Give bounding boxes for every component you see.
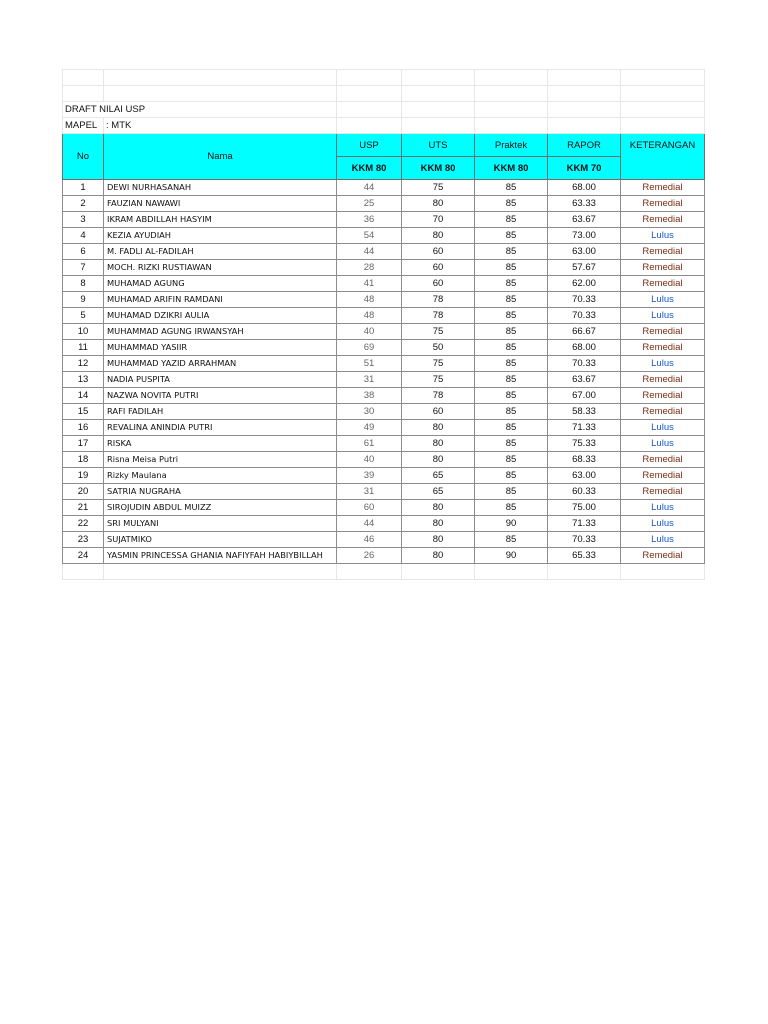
cell-nama[interactable]: RISKA (104, 436, 337, 452)
cell-uts[interactable]: 75 (402, 324, 475, 340)
cell-uts[interactable]: 78 (402, 308, 475, 324)
cell[interactable] (402, 86, 475, 102)
cell-nama[interactable]: DEWI NURHASANAH (104, 180, 337, 196)
cell-praktek[interactable]: 85 (475, 324, 548, 340)
table-row (63, 340, 705, 356)
cell[interactable] (104, 564, 337, 580)
cell-usp[interactable]: 28 (337, 260, 402, 276)
cell-keterangan[interactable]: Remedial (621, 388, 705, 404)
cell-uts[interactable]: 75 (402, 180, 475, 196)
cell-no[interactable]: 24 (63, 548, 104, 564)
cell-no[interactable]: 22 (63, 516, 104, 532)
mapel-value[interactable]: : MTK (104, 118, 337, 134)
cell-keterangan[interactable]: Remedial (621, 260, 705, 276)
cell-uts[interactable]: 80 (402, 532, 475, 548)
cell-nama[interactable]: Risna Meisa Putri (104, 452, 337, 468)
cell-uts[interactable]: 65 (402, 468, 475, 484)
cell[interactable] (104, 70, 337, 86)
cell-rapor[interactable]: 66.67 (548, 324, 621, 340)
cell-keterangan[interactable]: Remedial (621, 404, 705, 420)
cell-no[interactable]: 15 (63, 404, 104, 420)
table-row (63, 180, 705, 196)
cell[interactable] (402, 564, 475, 580)
blank-row (63, 564, 705, 580)
cell-rapor[interactable]: 70.33 (548, 532, 621, 548)
cell-praktek[interactable]: 85 (475, 228, 548, 244)
cell-no[interactable]: 8 (63, 276, 104, 292)
cell[interactable] (621, 86, 705, 102)
cell[interactable] (337, 70, 402, 86)
cell[interactable] (621, 564, 705, 580)
cell-keterangan[interactable]: Remedial (621, 340, 705, 356)
cell-uts[interactable]: 60 (402, 404, 475, 420)
cell-praktek[interactable]: 85 (475, 388, 548, 404)
cell-nama[interactable]: IKRAM ABDILLAH HASYIM (104, 212, 337, 228)
cell-rapor[interactable]: 63.33 (548, 196, 621, 212)
cell-no[interactable]: 20 (63, 484, 104, 500)
cell-nama[interactable]: SIROJUDIN ABDUL MUIZZ (104, 500, 337, 516)
cell[interactable] (548, 102, 621, 118)
cell-praktek[interactable]: 85 (475, 484, 548, 500)
kkm-uts[interactable]: KKM 80 (402, 157, 475, 180)
cell-nama[interactable]: MUHAMMAD AGUNG IRWANSYAH (104, 324, 337, 340)
cell-rapor[interactable]: 63.67 (548, 212, 621, 228)
cell-no[interactable]: 6 (63, 244, 104, 260)
table-row (63, 212, 705, 228)
cell-uts[interactable]: 78 (402, 292, 475, 308)
cell-usp[interactable]: 61 (337, 436, 402, 452)
kkm-praktek[interactable]: KKM 80 (475, 157, 548, 180)
cell-no[interactable]: 17 (63, 436, 104, 452)
title-row (63, 102, 705, 118)
cell-keterangan[interactable]: Remedial (621, 212, 705, 228)
header-rapor[interactable]: RAPOR (548, 134, 621, 157)
cell-praktek[interactable]: 85 (475, 372, 548, 388)
cell-usp[interactable]: 46 (337, 532, 402, 548)
cell[interactable] (475, 70, 548, 86)
cell[interactable] (337, 102, 402, 118)
cell-uts[interactable]: 80 (402, 228, 475, 244)
cell-keterangan[interactable]: Remedial (621, 468, 705, 484)
cell[interactable] (63, 86, 104, 102)
cell-rapor[interactable]: 73.00 (548, 228, 621, 244)
header-row (63, 134, 705, 157)
cell-no[interactable]: 1 (63, 180, 104, 196)
cell-rapor[interactable]: 65.33 (548, 548, 621, 564)
cell-keterangan[interactable]: Remedial (621, 372, 705, 388)
cell-keterangan[interactable]: Remedial (621, 324, 705, 340)
cell-nama[interactable]: SATRIA NUGRAHA (104, 484, 337, 500)
table-row (63, 308, 705, 324)
table-row (63, 228, 705, 244)
cell-usp[interactable]: 41 (337, 276, 402, 292)
cell-no[interactable]: 3 (63, 212, 104, 228)
header-praktek[interactable]: Praktek (475, 134, 548, 157)
cell-praktek[interactable]: 85 (475, 452, 548, 468)
cell-nama[interactable]: RAFI FADILAH (104, 404, 337, 420)
table-row (63, 452, 705, 468)
cell-praktek[interactable]: 85 (475, 292, 548, 308)
cell-praktek[interactable]: 85 (475, 180, 548, 196)
cell-no[interactable]: 5 (63, 308, 104, 324)
cell-nama[interactable]: SUJATMIKO (104, 532, 337, 548)
cell-rapor[interactable]: 57.67 (548, 260, 621, 276)
cell-praktek[interactable]: 85 (475, 212, 548, 228)
cell-nama[interactable]: FAUZIAN NAWAWI (104, 196, 337, 212)
cell-nama[interactable]: YASMIN PRINCESSA GHANIA NAFIYFAH HABIYBILLAH (104, 548, 337, 564)
cell-keterangan[interactable]: Remedial (621, 180, 705, 196)
cell[interactable] (337, 118, 402, 134)
cell-praktek[interactable]: 85 (475, 436, 548, 452)
cell-nama[interactable]: MUHAMMAD YASIIR (104, 340, 337, 356)
cell-rapor[interactable]: 70.33 (548, 356, 621, 372)
cell-keterangan[interactable]: Remedial (621, 484, 705, 500)
cell-keterangan[interactable]: Remedial (621, 244, 705, 260)
cell-nama[interactable]: MUHAMAD DZIKRI AULIA (104, 308, 337, 324)
cell-uts[interactable]: 75 (402, 372, 475, 388)
cell-praktek[interactable]: 85 (475, 244, 548, 260)
table-row (63, 356, 705, 372)
cell-keterangan[interactable]: Lulus (621, 356, 705, 372)
cell-usp[interactable]: 44 (337, 516, 402, 532)
cell[interactable] (548, 70, 621, 86)
cell-praktek[interactable]: 85 (475, 500, 548, 516)
cell-rapor[interactable]: 68.00 (548, 340, 621, 356)
cell-rapor[interactable]: 63.67 (548, 372, 621, 388)
cell-rapor[interactable]: 70.33 (548, 308, 621, 324)
cell-praktek[interactable]: 85 (475, 276, 548, 292)
cell-keterangan[interactable]: Remedial (621, 276, 705, 292)
cell-rapor[interactable]: 62.00 (548, 276, 621, 292)
cell-keterangan[interactable]: Lulus (621, 420, 705, 436)
cell-usp[interactable]: 36 (337, 212, 402, 228)
cell-rapor[interactable]: 75.00 (548, 500, 621, 516)
cell-usp[interactable]: 31 (337, 484, 402, 500)
cell-rapor[interactable]: 68.00 (548, 180, 621, 196)
cell[interactable] (63, 564, 104, 580)
table-row (63, 500, 705, 516)
cell-praktek[interactable]: 90 (475, 548, 548, 564)
cell-no[interactable]: 13 (63, 372, 104, 388)
cell-usp[interactable]: 49 (337, 420, 402, 436)
cell-uts[interactable]: 78 (402, 388, 475, 404)
header-uts[interactable]: UTS (402, 134, 475, 157)
cell-no[interactable]: 19 (63, 468, 104, 484)
cell-uts[interactable]: 50 (402, 340, 475, 356)
cell-no[interactable]: 18 (63, 452, 104, 468)
mapel-label[interactable]: MAPEL (63, 118, 104, 134)
cell[interactable] (548, 86, 621, 102)
table-row (63, 468, 705, 484)
cell-keterangan[interactable]: Lulus (621, 292, 705, 308)
table-row (63, 244, 705, 260)
cell[interactable] (475, 564, 548, 580)
table-row (63, 420, 705, 436)
cell-keterangan[interactable]: Remedial (621, 452, 705, 468)
cell-usp[interactable]: 54 (337, 228, 402, 244)
cell-no[interactable]: 12 (63, 356, 104, 372)
cell-uts[interactable]: 80 (402, 500, 475, 516)
cell-no[interactable]: 4 (63, 228, 104, 244)
cell-praktek[interactable]: 85 (475, 308, 548, 324)
cell-rapor[interactable]: 70.33 (548, 292, 621, 308)
cell-usp[interactable]: 44 (337, 244, 402, 260)
cell-uts[interactable]: 80 (402, 436, 475, 452)
cell-praktek[interactable]: 85 (475, 468, 548, 484)
cell-praktek[interactable]: 85 (475, 196, 548, 212)
cell[interactable] (548, 564, 621, 580)
cell-uts[interactable]: 65 (402, 484, 475, 500)
cell-praktek[interactable]: 90 (475, 516, 548, 532)
header-nama[interactable]: Nama (104, 134, 337, 180)
cell-nama[interactable]: NAZWA NOVITA PUTRI (104, 388, 337, 404)
table-row (63, 324, 705, 340)
cell[interactable] (402, 118, 475, 134)
cell[interactable] (475, 118, 548, 134)
cell-keterangan[interactable]: Remedial (621, 196, 705, 212)
table-row (63, 404, 705, 420)
cell-uts[interactable]: 80 (402, 516, 475, 532)
cell-usp[interactable]: 69 (337, 340, 402, 356)
cell[interactable] (621, 102, 705, 118)
cell-nama[interactable]: MUHAMAD ARIFIN RAMDANI (104, 292, 337, 308)
cell[interactable] (337, 86, 402, 102)
cell-uts[interactable]: 60 (402, 260, 475, 276)
cell-no[interactable]: 16 (63, 420, 104, 436)
cell[interactable] (104, 86, 337, 102)
cell-usp[interactable]: 39 (337, 468, 402, 484)
cell-usp[interactable]: 38 (337, 388, 402, 404)
table-row (63, 196, 705, 212)
cell-rapor[interactable]: 67.00 (548, 388, 621, 404)
table-row (63, 260, 705, 276)
cell-keterangan[interactable]: Lulus (621, 308, 705, 324)
cell-nama[interactable]: REVALINA ANINDIA PUTRI (104, 420, 337, 436)
cell-usp[interactable]: 48 (337, 308, 402, 324)
cell-no[interactable]: 21 (63, 500, 104, 516)
cell-nama[interactable]: M. FADLI AL-FADILAH (104, 244, 337, 260)
cell-no[interactable]: 9 (63, 292, 104, 308)
cell-uts[interactable]: 60 (402, 276, 475, 292)
cell-usp[interactable]: 31 (337, 372, 402, 388)
table-row (63, 484, 705, 500)
cell-keterangan[interactable]: Lulus (621, 436, 705, 452)
cell-no[interactable]: 2 (63, 196, 104, 212)
blank-row (63, 70, 705, 86)
header-usp[interactable]: USP (337, 134, 402, 157)
cell-usp[interactable]: 60 (337, 500, 402, 516)
grades-table (62, 69, 705, 580)
cell-rapor[interactable]: 75.33 (548, 436, 621, 452)
cell-usp[interactable]: 48 (337, 292, 402, 308)
cell-uts[interactable]: 80 (402, 420, 475, 436)
cell[interactable] (621, 70, 705, 86)
cell-uts[interactable]: 70 (402, 212, 475, 228)
cell-nama[interactable]: MUHAMMAD YAZID ARRAHMAN (104, 356, 337, 372)
cell-rapor[interactable]: 63.00 (548, 244, 621, 260)
cell-no[interactable]: 10 (63, 324, 104, 340)
cell-praktek[interactable]: 85 (475, 532, 548, 548)
cell-usp[interactable]: 40 (337, 452, 402, 468)
cell-rapor[interactable]: 63.00 (548, 468, 621, 484)
cell[interactable] (402, 70, 475, 86)
cell-rapor[interactable]: 71.33 (548, 420, 621, 436)
cell-praktek[interactable]: 85 (475, 340, 548, 356)
cell-nama[interactable]: Rizky Maulana (104, 468, 337, 484)
table-row (63, 516, 705, 532)
cell[interactable] (63, 70, 104, 86)
cell-rapor[interactable]: 58.33 (548, 404, 621, 420)
cell-nama[interactable]: NADIA PUSPITA (104, 372, 337, 388)
cell-rapor[interactable]: 60.33 (548, 484, 621, 500)
cell-praktek[interactable]: 85 (475, 404, 548, 420)
sheet-title[interactable]: DRAFT NILAI USP (63, 102, 337, 118)
cell[interactable] (548, 118, 621, 134)
cell-no[interactable]: 14 (63, 388, 104, 404)
cell-no[interactable]: 11 (63, 340, 104, 356)
cell-nama[interactable]: KEZIA AYUDIAH (104, 228, 337, 244)
cell-uts[interactable]: 80 (402, 548, 475, 564)
cell-nama[interactable]: MOCH. RIZKI RUSTIAWAN (104, 260, 337, 276)
cell-usp[interactable]: 30 (337, 404, 402, 420)
cell-usp[interactable]: 51 (337, 356, 402, 372)
cell-uts[interactable]: 75 (402, 356, 475, 372)
cell-usp[interactable]: 25 (337, 196, 402, 212)
table-row (63, 372, 705, 388)
table-row (63, 436, 705, 452)
cell[interactable] (475, 86, 548, 102)
cell[interactable] (402, 102, 475, 118)
cell-praktek[interactable]: 85 (475, 260, 548, 276)
cell-uts[interactable]: 80 (402, 452, 475, 468)
cell-keterangan[interactable]: Lulus (621, 532, 705, 548)
mapel-row (63, 118, 705, 134)
table-row (63, 292, 705, 308)
table-row (63, 548, 705, 564)
table-row (63, 276, 705, 292)
cell-usp[interactable]: 26 (337, 548, 402, 564)
cell-praktek[interactable]: 85 (475, 356, 548, 372)
cell-rapor[interactable]: 71.33 (548, 516, 621, 532)
cell-keterangan[interactable]: Lulus (621, 516, 705, 532)
cell[interactable] (475, 102, 548, 118)
cell-nama[interactable]: SRI MULYANI (104, 516, 337, 532)
cell-keterangan[interactable]: Remedial (621, 548, 705, 564)
table-row (63, 388, 705, 404)
cell-uts[interactable]: 80 (402, 196, 475, 212)
cell[interactable] (621, 118, 705, 134)
cell-no[interactable]: 23 (63, 532, 104, 548)
blank-row (63, 86, 705, 102)
cell-nama[interactable]: MUHAMAD AGUNG (104, 276, 337, 292)
cell-keterangan[interactable]: Lulus (621, 500, 705, 516)
kkm-usp[interactable]: KKM 80 (337, 157, 402, 180)
kkm-rapor[interactable]: KKM 70 (548, 157, 621, 180)
cell-rapor[interactable]: 68.33 (548, 452, 621, 468)
cell-usp[interactable]: 44 (337, 180, 402, 196)
cell-keterangan[interactable]: Lulus (621, 228, 705, 244)
cell-uts[interactable]: 60 (402, 244, 475, 260)
header-no[interactable]: No (63, 134, 104, 180)
cell-praktek[interactable]: 85 (475, 420, 548, 436)
cell[interactable] (337, 564, 402, 580)
cell-no[interactable]: 7 (63, 260, 104, 276)
header-keterangan[interactable]: KETERANGAN (621, 134, 705, 180)
cell-usp[interactable]: 40 (337, 324, 402, 340)
table-row (63, 532, 705, 548)
